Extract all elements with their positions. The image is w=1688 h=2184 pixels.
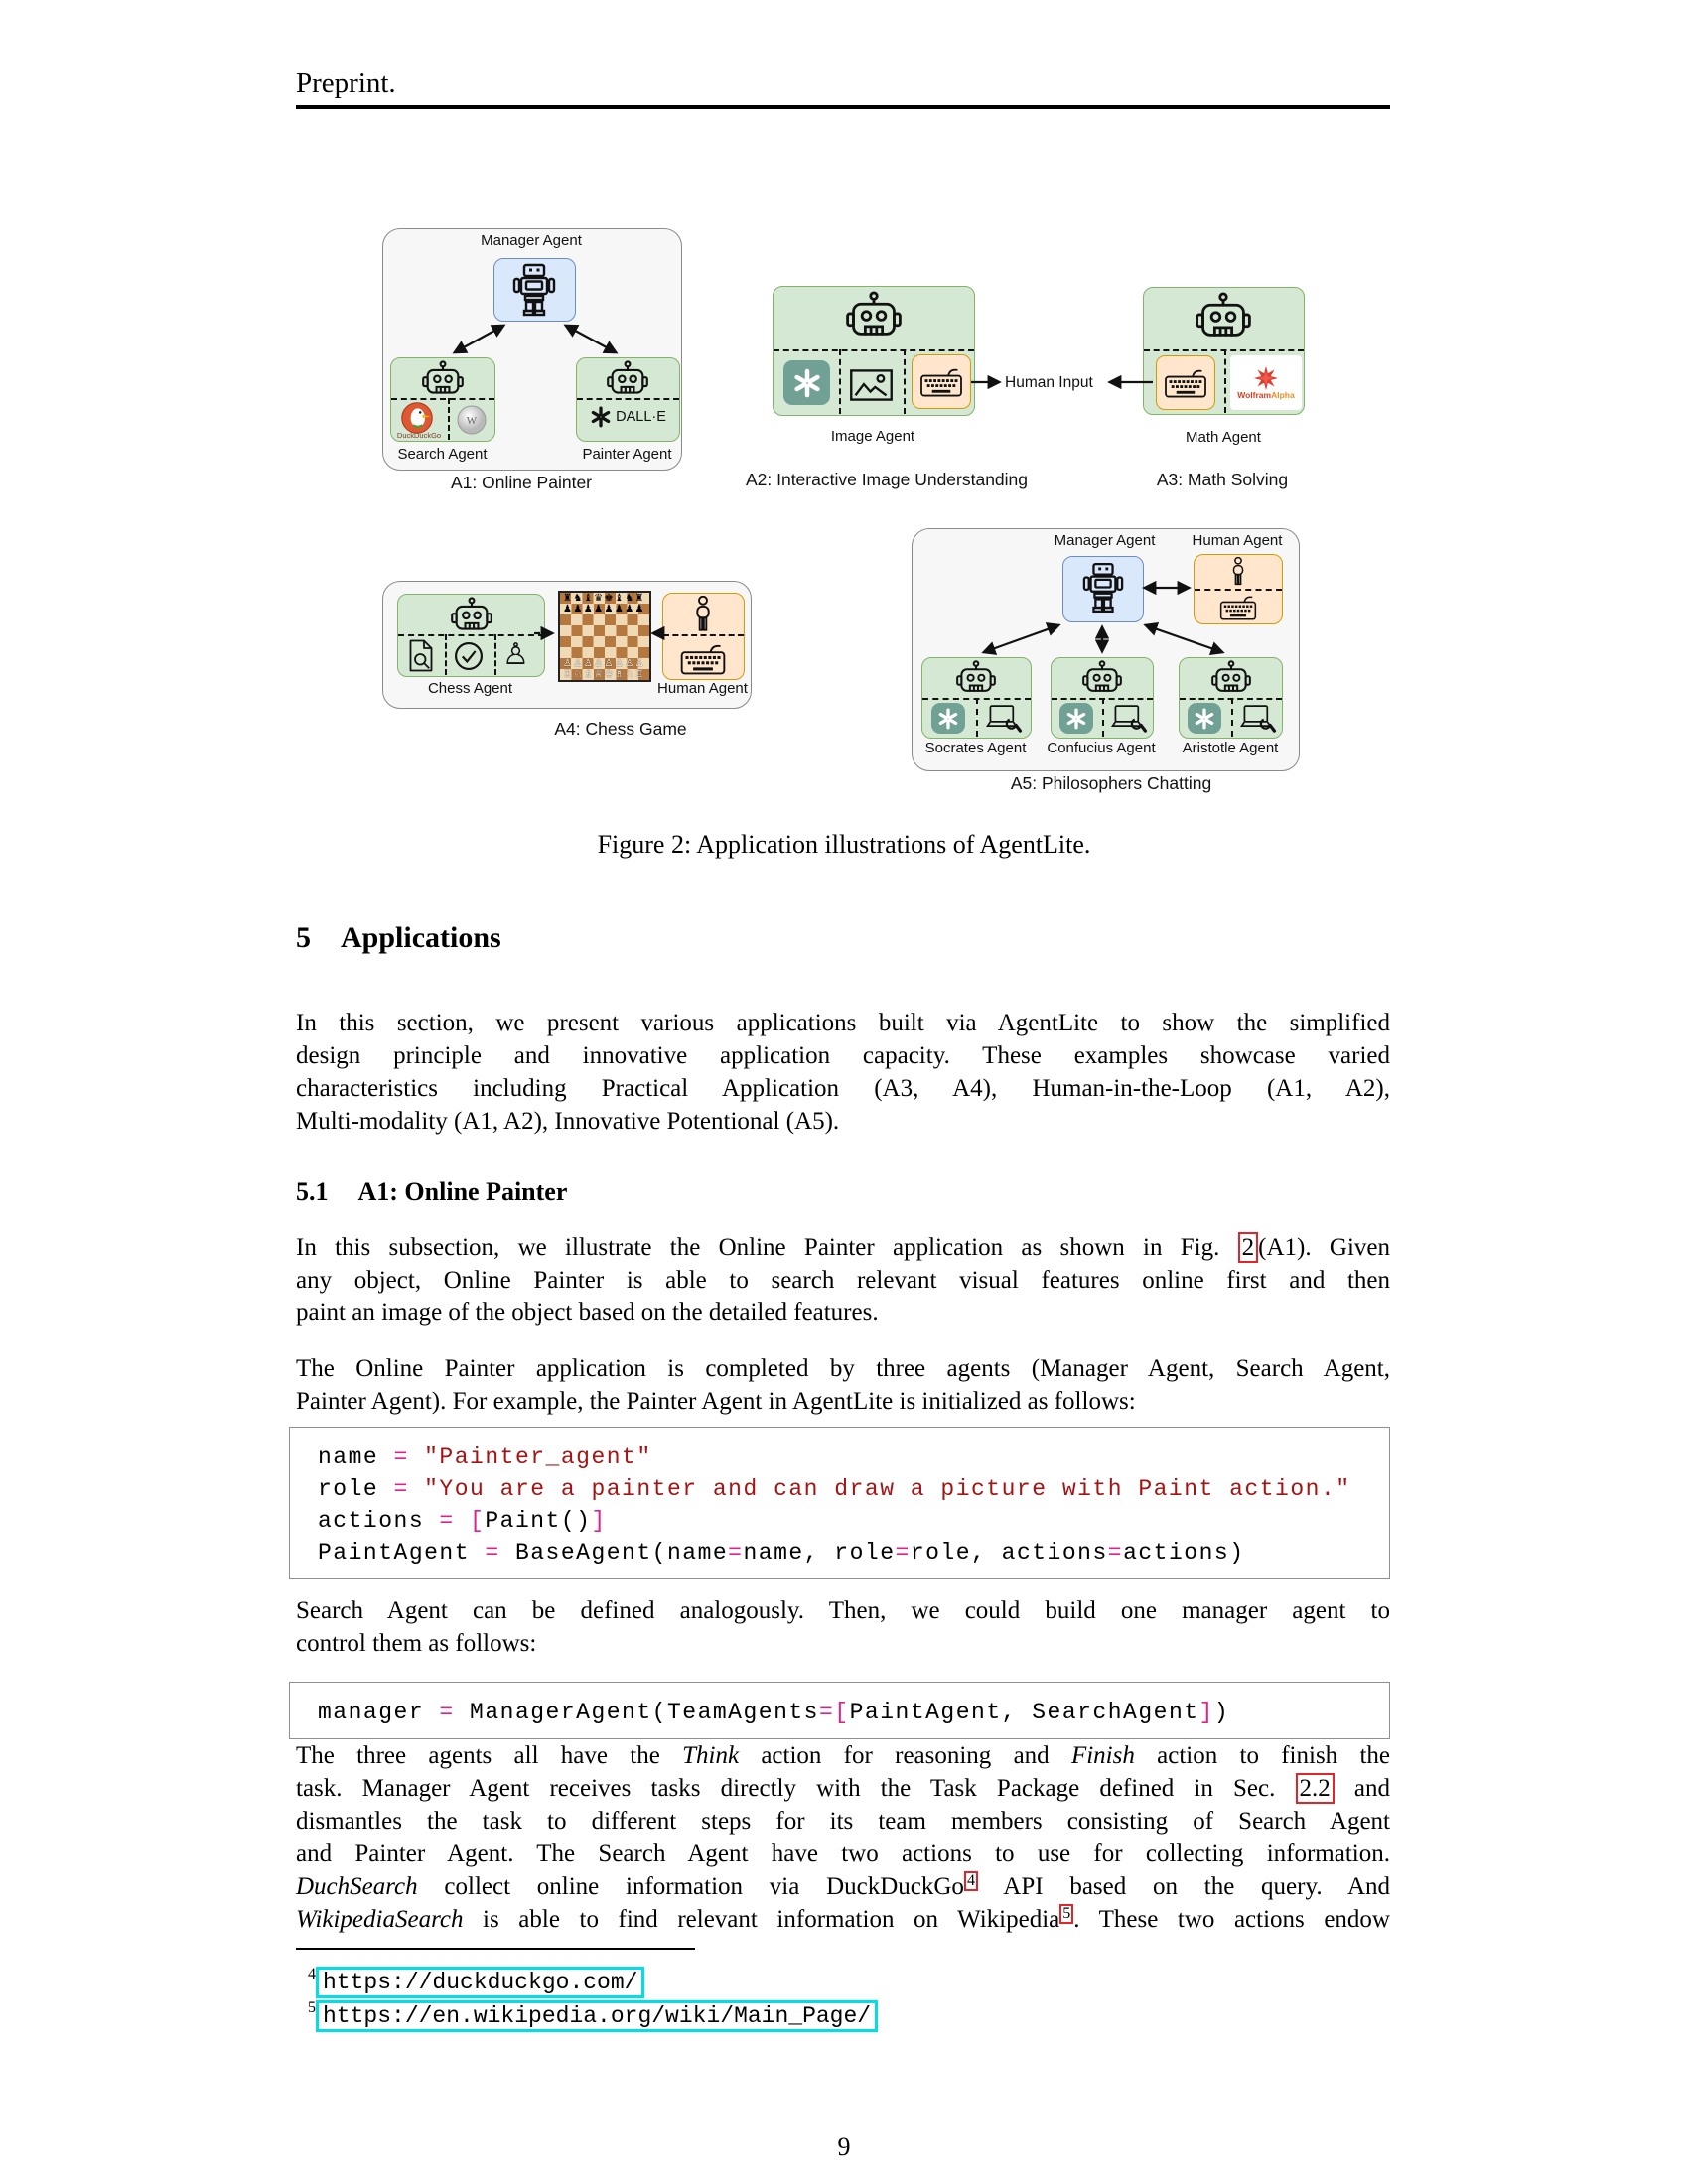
openai-icon [792,368,822,398]
duckduckgo-wordmark: DuckDuckGo [396,431,442,440]
a5-caption: A5: Philosophers Chatting [1010,773,1212,793]
robot-icon [846,291,902,339]
reference-link[interactable]: 4 [964,1871,978,1891]
paragraph-3: The Online Painter application is completed by three agents (Manager Agent, Search Agent, Painter Agent). For example, the Painter Agent in AgentLite is initialized as follows: [296,1355,1390,1415]
a1-painter-agent-label: Painter Agent [582,446,672,463]
robot-icon [422,360,464,396]
a5-manager-agent-box [1062,556,1144,622]
a5-confucius-agent-box [1051,657,1154,739]
a2-image-agent-label: Image Agent [830,428,915,445]
code-block-painter-agent: name = "Painter_agent" role = "You are a painter and can draw a picture with Paint action." actions = [Paint()] PaintAgent = BaseAgent(name=name, role=role, actions=actions) [289,1427,1390,1579]
footnote-rule [296,1948,695,1950]
a1-caption: A1: Online Painter [450,473,593,492]
a5-confucius-agent-label: Confucius Agent [1047,740,1156,756]
paragraph-2: In this subsection, we illustrate the Online Painter application as shown in Fig. 2 (A1). Given any object, Online Painter is able to search relevant visual features online first and then paint an image of the object based on the detailed features. [296,1234,1390,1326]
human-input-label: Human Input [1005,374,1093,391]
header-rule [296,105,1390,109]
a5-human-agent-box [1194,554,1283,624]
reference-link[interactable]: 5 [1059,1904,1073,1924]
robot-icon [451,597,492,632]
divider [663,634,744,636]
a5-aristotle-agent-label: Aristotle Agent [1182,740,1279,756]
a3-math-agent-label: Math Agent [1186,429,1261,446]
keyboard-tile [912,354,971,409]
robot-icon [1082,660,1122,694]
person-icon [1229,557,1247,587]
keyboard-icon [1164,368,1207,398]
keyboard-icon [679,643,727,675]
a1-search-agent-label: Search Agent [397,446,488,463]
paragraph-4: Search Agent can be defined analogously. Then, we could build one manager agent to control them as follows: [296,1597,1390,1657]
paragraph-5: The three agents all have the Think action for reasoning and Finish action to finish the task. Manager Agent receives tasks directly with the Task Package defined in Sec. 2.2 and dismantles the task to different steps for its team members consisting of Search Agent and Painter Agent. The Search Agent have two actions to use for collecting information. DuchSearch collect online information via DuckDuckGo 4 API based on the query. And WikipediaSearch is able to find relevant information on Wikipedia 5 . These two actions endow [296,1742,1391,1933]
duckduckgo-icon [401,402,433,434]
laptop-wrench-icon [1236,704,1280,734]
chessboard [558,591,651,682]
subsection-heading [296,1177,567,1207]
chessboard-row: ♖♘♗♕♔♗♘♖ [563,669,645,680]
openai-icon [1194,708,1215,730]
robot-icon [1196,292,1251,340]
openai-icon [590,406,612,428]
wolfram-wordmark: Wolfram [1237,390,1272,401]
chessboard-row: ♟♟♟♟♟♟♟♟ [563,604,645,614]
footnote-1-mark: 4 [308,1966,316,1982]
divider [577,398,679,400]
divider [448,398,450,440]
footnote-1-link[interactable]: https://duckduckgo.com/ [316,1967,644,1998]
a5-aristotle-agent-box [1179,657,1283,739]
person-icon [692,596,714,633]
subsection-title: A1: Online Painter [357,1177,568,1206]
image-icon [849,369,894,401]
divider [494,634,496,675]
page-number: 9 [837,2132,851,2161]
divider [391,398,494,400]
a4-chess-agent-box [397,594,545,677]
divider [976,698,978,737]
keyboard-tile [1156,355,1215,410]
divider [1224,349,1226,413]
code-block-manager-agent: manager = ManagerAgent(TeamAgents=[PaintAgent, SearchAgent]) [289,1682,1390,1739]
robot-icon [1211,660,1251,694]
robot-icon [1082,562,1124,614]
chessboard-row: ♜♞♝♛♚♝♞♜ [563,593,645,604]
openai-icon [1065,708,1087,730]
divider [839,349,841,414]
wolframalpha-tile: WolframAlpha [1230,355,1302,410]
figure-caption: Figure 2: Application illustrations of AgentLite. [597,830,1091,859]
openai-tile [783,360,830,405]
keyboard-icon [919,367,963,397]
footnote-2 [308,1999,878,2032]
a5-socrates-agent-box [921,657,1032,739]
check-circle-icon [454,641,484,671]
divider [904,349,906,414]
robot-icon [512,263,556,317]
a4-caption: A4: Chess Game [554,719,687,739]
section-number: 5 [296,921,311,954]
divider [1231,698,1233,737]
a4-human-agent-label: Human Agent [657,680,748,697]
divider [1102,698,1104,737]
wikipedia-icon [457,405,487,435]
openai-icon [937,708,959,730]
a1-manager-agent-box [493,258,576,322]
laptop-wrench-icon [1107,704,1151,734]
a3-caption: A3: Math Solving [1156,470,1289,489]
a4-human-agent-box [662,593,745,680]
a5-human-agent-label: Human Agent [1192,532,1283,549]
subsection-number: 5.1 [296,1177,329,1206]
reference-link[interactable]: 2.2 [1296,1773,1335,1804]
a1-manager-agent-label: Manager Agent [481,232,582,249]
a3-math-agent-box [1143,287,1305,415]
openai-tile [1059,703,1093,734]
a5-manager-agent-label: Manager Agent [1054,532,1156,549]
chessboard-row: ♙♙♙♙♙♙♙♙ [563,658,645,669]
paragraph-1: In this section, we present various applications built via AgentLite to show the simplified design principle and innovative application capacity. These examples showcase varied characteristics including Practical Application (A3, A4), Human-in-the-Loop (A1, A2), Multi-modality (A1, A2), Innovative Potentional (A5). [296,1010,1390,1135]
a1-painter-agent-box [576,357,680,442]
chess-pawn-icon: ♙ [502,637,529,672]
robot-icon [607,360,648,396]
document-search-icon [407,639,435,672]
divider [774,349,974,351]
section-heading [296,921,501,955]
divider [1195,589,1282,591]
wolframalpha-icon [1253,365,1279,391]
a1-search-agent-box [390,357,495,442]
footnote-1 [308,1966,644,1998]
footnote-2-mark: 5 [308,1999,316,2016]
dalle-wordmark: DALL·E [616,409,666,425]
a5-socrates-agent-label: Socrates Agent [924,740,1027,756]
a2-caption: A2: Interactive Image Understanding [745,470,1029,489]
keyboard-icon [1218,595,1258,620]
section-title: Applications [341,921,501,954]
openai-tile [931,703,965,734]
robot-icon [956,660,996,694]
laptop-wrench-icon [982,704,1026,734]
reference-link[interactable]: 2 [1238,1232,1259,1263]
a2-image-agent-box [773,286,975,416]
divider [445,634,447,675]
openai-tile [1188,703,1221,734]
a4-chess-agent-label: Chess Agent [427,680,513,697]
footnote-2-link[interactable]: https://en.wikipedia.org/wiki/Main_Page/ [316,2000,878,2032]
header-preprint-label: Preprint. [296,68,396,99]
